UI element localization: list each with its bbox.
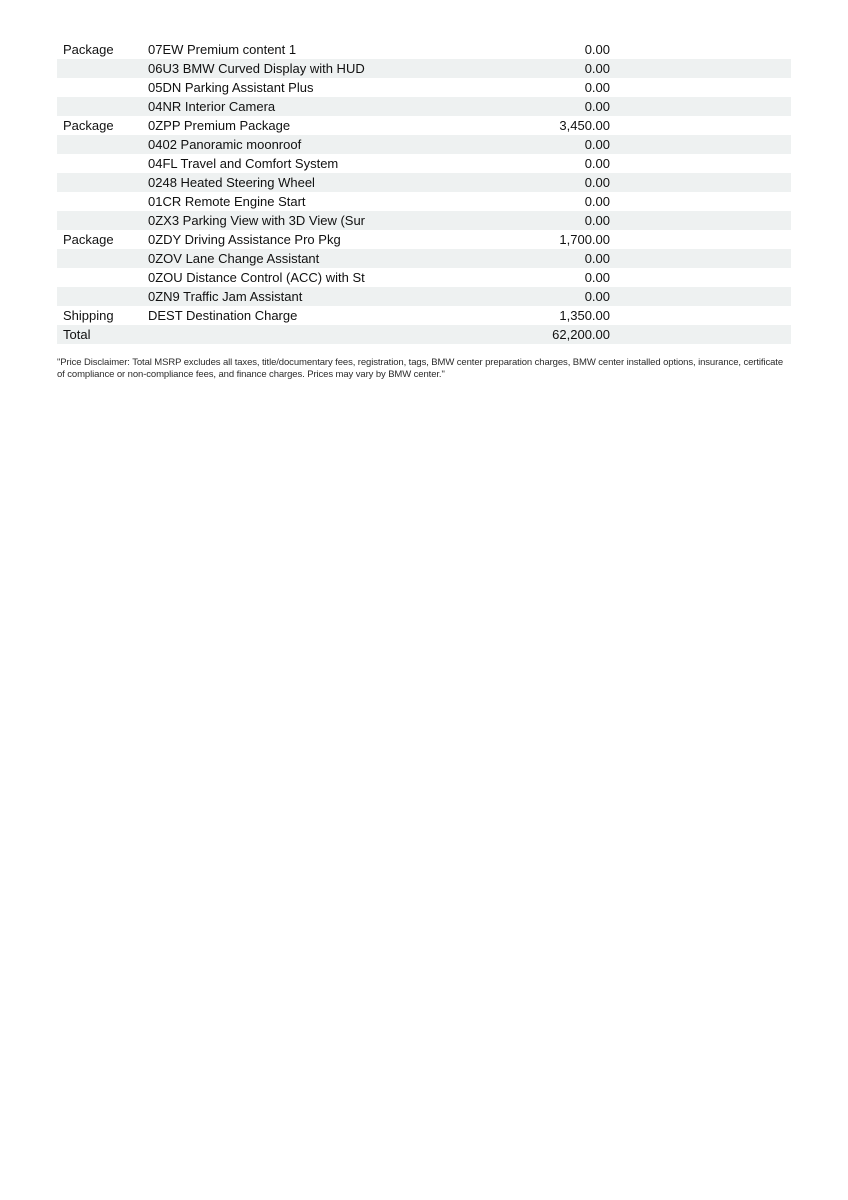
row-price: 0.00: [584, 270, 610, 285]
table-row: [57, 97, 791, 116]
table-row: [57, 249, 791, 268]
row-type: Total: [63, 327, 91, 342]
row-price: 0.00: [584, 99, 610, 114]
row-description: 06U3 BMW Curved Display with HUD: [148, 61, 365, 76]
table-row: [57, 306, 791, 325]
row-description: 0ZPP Premium Package: [148, 118, 291, 133]
pricing-table: [57, 40, 791, 344]
table-row: [57, 192, 791, 211]
row-description: 0ZX3 Parking View with 3D View (Sur: [148, 213, 366, 228]
row-price: 1,350.00: [559, 308, 610, 323]
row-type: Package: [63, 232, 114, 247]
table-row: [57, 173, 791, 192]
price-disclaimer-text: "Price Disclaimer: Total MSRP excludes all taxes, title/documentary fees, registration, tags, BMW center preparation charges, BMW center installed options, insurance, certificate of compliance or non-compliance fees, and finance charges. Prices may vary by BMW center.": [57, 357, 784, 380]
row-description: 0248 Heated Steering Wheel: [148, 175, 315, 190]
table-row: [57, 59, 791, 78]
row-price: 0.00: [584, 137, 610, 152]
row-description: 04NR Interior Camera: [148, 99, 276, 114]
table-row: [57, 135, 791, 154]
row-type: Package: [63, 42, 114, 57]
row-description: 05DN Parking Assistant Plus: [148, 80, 314, 95]
row-description: 0ZOV Lane Change Assistant: [148, 251, 320, 266]
row-price: 0.00: [584, 213, 610, 228]
row-price: 0.00: [584, 289, 610, 304]
table-row: [57, 40, 791, 59]
row-description: 0ZN9 Traffic Jam Assistant: [148, 289, 303, 304]
table-row: [57, 116, 791, 135]
table-row: [57, 78, 791, 97]
table-row: [57, 287, 791, 306]
row-description: 0ZDY Driving Assistance Pro Pkg: [148, 232, 341, 247]
row-price: 0.00: [584, 175, 610, 190]
table-row: [57, 230, 791, 249]
table-row: [57, 211, 791, 230]
table-row: [57, 325, 791, 344]
row-price: 62,200.00: [552, 327, 610, 342]
row-type: Shipping: [63, 308, 114, 323]
row-description: 04FL Travel and Comfort System: [148, 156, 339, 171]
row-price: 0.00: [584, 61, 610, 76]
row-price: 0.00: [584, 251, 610, 266]
pricing-table-body: [57, 40, 791, 344]
row-description: DEST Destination Charge: [148, 308, 298, 323]
table-row: [57, 268, 791, 287]
document-content: [57, 40, 791, 381]
row-price: 0.00: [584, 80, 610, 95]
row-price: 0.00: [584, 194, 610, 209]
row-price: 0.00: [584, 42, 610, 57]
row-price: 1,700.00: [559, 232, 610, 247]
row-description: 07EW Premium content 1: [148, 42, 297, 57]
row-description: 01CR Remote Engine Start: [148, 194, 306, 209]
row-description: 0ZOU Distance Control (ACC) with St: [148, 270, 365, 285]
row-price: 3,450.00: [559, 118, 610, 133]
row-description: 0402 Panoramic moonroof: [148, 137, 302, 152]
table-row: [57, 154, 791, 173]
row-price: 0.00: [584, 156, 610, 171]
row-type: Package: [63, 118, 114, 133]
